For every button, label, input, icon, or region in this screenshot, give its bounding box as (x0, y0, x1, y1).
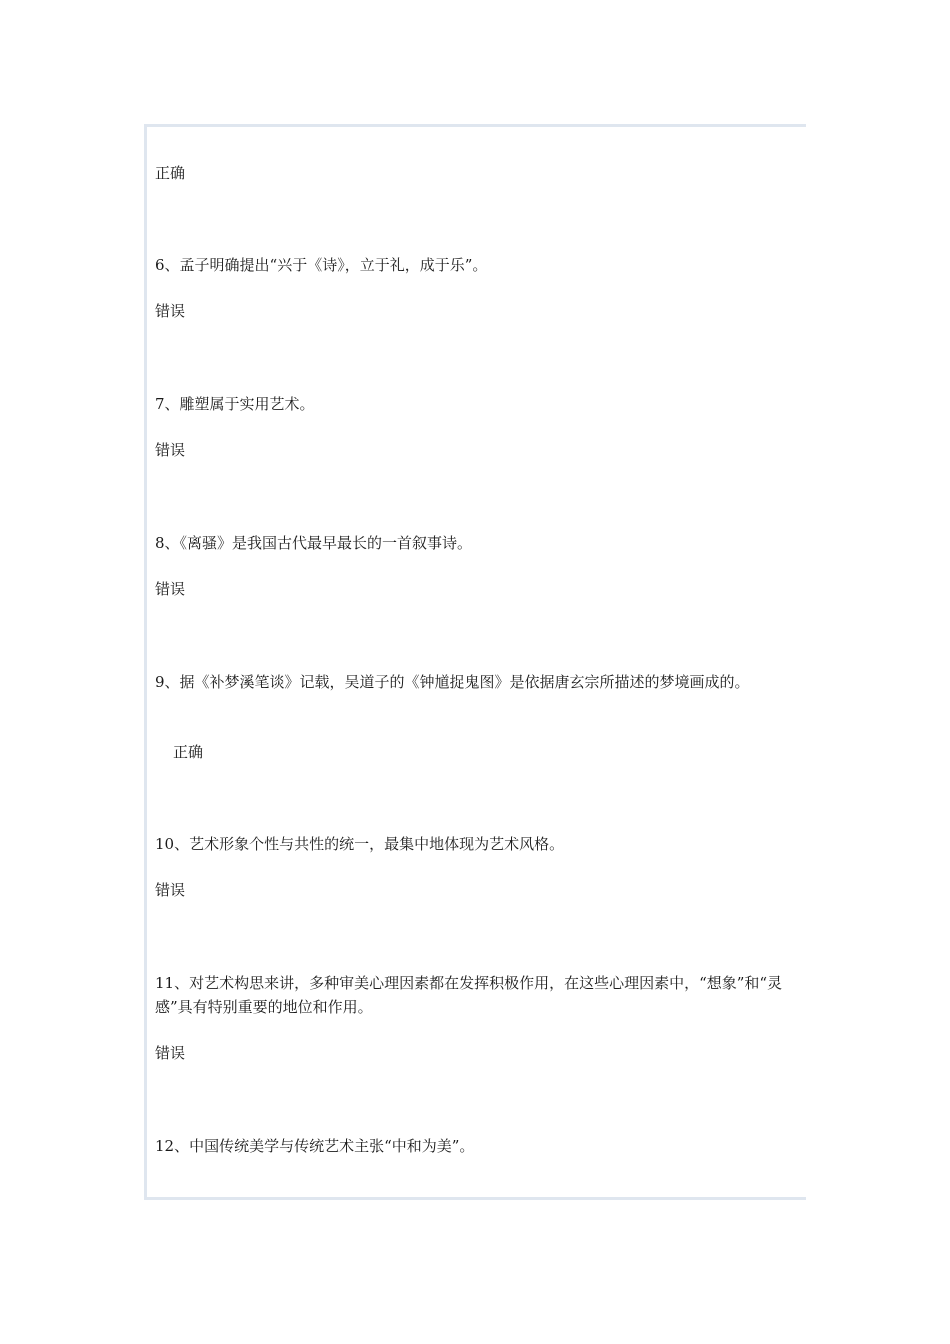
answer-text: 错误 (155, 1044, 186, 1062)
question-text: 6、孟子明确提出“兴于《诗》，立于礼，成于乐”。 (155, 256, 488, 274)
question-text: 9、据《补梦溪笔谈》记载，吴道子的《钟馗捉鬼图》是依据唐玄宗所描述的梦境画成的。 (155, 673, 750, 691)
content-frame (144, 124, 806, 1200)
question-text: 8、《离骚》是我国古代最早最长的一首叙事诗。 (155, 534, 473, 552)
question-text: 7、雕塑属于实用艺术。 (155, 395, 315, 413)
question-text: 12、中国传统美学与传统艺术主张“中和为美”。 (155, 1137, 475, 1155)
answer-text: 错误 (155, 302, 186, 320)
answer-text: 错误 (155, 441, 186, 459)
question-text: 11、对艺术构思来讲，多种审美心理因素都在发挥积极作用，在这些心理因素中，“想象”和“灵感”具有特别重要的地位和作用。 (155, 974, 783, 1016)
answer-text: 错误 (155, 881, 186, 899)
answer-text: 正确 (173, 743, 204, 761)
question-text: 10、艺术形象个性与共性的统一，最集中地体现为艺术风格。 (155, 835, 565, 853)
answer-text: 错误 (155, 580, 186, 598)
answer-text: 正确 (155, 164, 186, 182)
